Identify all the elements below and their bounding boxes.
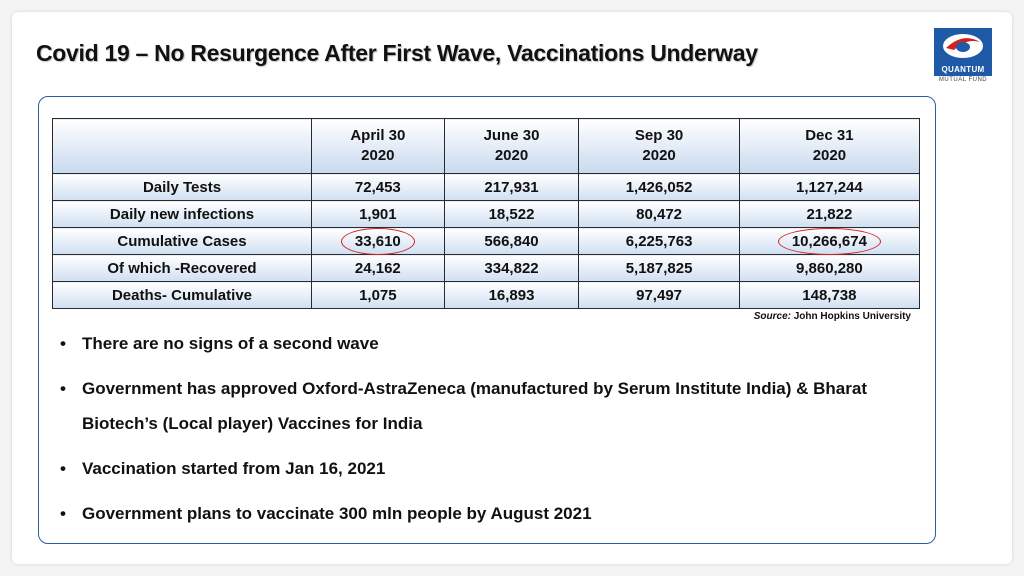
logo-name: QUANTUM bbox=[941, 65, 985, 74]
column-header-april: April 30 2020 bbox=[312, 119, 445, 174]
table-cell: 80,472 bbox=[579, 201, 739, 228]
bullet-list bbox=[60, 326, 920, 541]
column-header-sep: Sep 30 2020 bbox=[579, 119, 739, 174]
logo-subtitle: MUTUAL FUND bbox=[938, 77, 988, 83]
source-text: John Hopkins University bbox=[793, 311, 911, 322]
table-cell: 9,860,280 bbox=[739, 255, 919, 282]
quantum-logo bbox=[934, 28, 992, 88]
table-row bbox=[53, 201, 920, 228]
table-cell: 1,127,244 bbox=[739, 174, 919, 201]
row-label: Daily Tests bbox=[53, 174, 312, 201]
column-header-dec: Dec 31 2020 bbox=[739, 119, 919, 174]
table-cell bbox=[739, 228, 919, 255]
list-item: • There are no signs of a second wave bbox=[60, 326, 920, 361]
table-cell: 24,162 bbox=[312, 255, 445, 282]
bullet-icon: • bbox=[60, 334, 66, 353]
table-cell: 72,453 bbox=[312, 174, 445, 201]
table-row bbox=[53, 174, 920, 201]
source-label: Source: bbox=[753, 311, 791, 322]
table-cell: 16,893 bbox=[444, 282, 579, 309]
header-corner bbox=[53, 119, 312, 174]
table-cell: 1,901 bbox=[312, 201, 445, 228]
bullet-icon: • bbox=[60, 379, 66, 398]
highlighted-value: 33,610 bbox=[355, 233, 401, 250]
table-cell: 148,738 bbox=[739, 282, 919, 309]
highlight-oval bbox=[778, 228, 881, 255]
table-row bbox=[53, 282, 920, 309]
table-cell: 1,426,052 bbox=[579, 174, 739, 201]
logo-emblem-icon bbox=[934, 28, 992, 64]
logo-mark bbox=[934, 28, 992, 76]
source-note bbox=[700, 311, 911, 322]
table-cell: 334,822 bbox=[444, 255, 579, 282]
table-cell: 5,187,825 bbox=[579, 255, 739, 282]
covid-stats-table bbox=[52, 118, 920, 309]
list-item: • Government has approved Oxford-AstraZeneca (manufactured by Serum Institute India) & Bharat Biotech’s (Local player) Vaccines for India bbox=[60, 371, 920, 441]
table-cell: 21,822 bbox=[739, 201, 919, 228]
bullet-icon: • bbox=[60, 459, 66, 478]
table-cell: 97,497 bbox=[579, 282, 739, 309]
list-item: • Government plans to vaccinate 300 mln people by August 2021 bbox=[60, 496, 920, 531]
table-cell: 18,522 bbox=[444, 201, 579, 228]
highlighted-value: 10,266,674 bbox=[792, 233, 867, 250]
row-label: Daily new infections bbox=[53, 201, 312, 228]
page-title: Covid 19 – No Resurgence After First Wave, Vaccinations Underway bbox=[36, 40, 758, 66]
table-cell: 1,075 bbox=[312, 282, 445, 309]
column-header-june: June 30 2020 bbox=[444, 119, 579, 174]
row-label: Cumulative Cases bbox=[53, 228, 312, 255]
table-cell: 217,931 bbox=[444, 174, 579, 201]
highlight-oval bbox=[341, 228, 415, 255]
table-header-row bbox=[53, 119, 920, 174]
list-item: • Vaccination started from Jan 16, 2021 bbox=[60, 451, 920, 486]
table-row bbox=[53, 255, 920, 282]
row-label: Of which -Recovered bbox=[53, 255, 312, 282]
row-label: Deaths- Cumulative bbox=[53, 282, 312, 309]
table-row bbox=[53, 228, 920, 255]
table-cell: 6,225,763 bbox=[579, 228, 739, 255]
table-cell: 566,840 bbox=[444, 228, 579, 255]
bullet-icon: • bbox=[60, 504, 66, 523]
table-cell bbox=[312, 228, 445, 255]
